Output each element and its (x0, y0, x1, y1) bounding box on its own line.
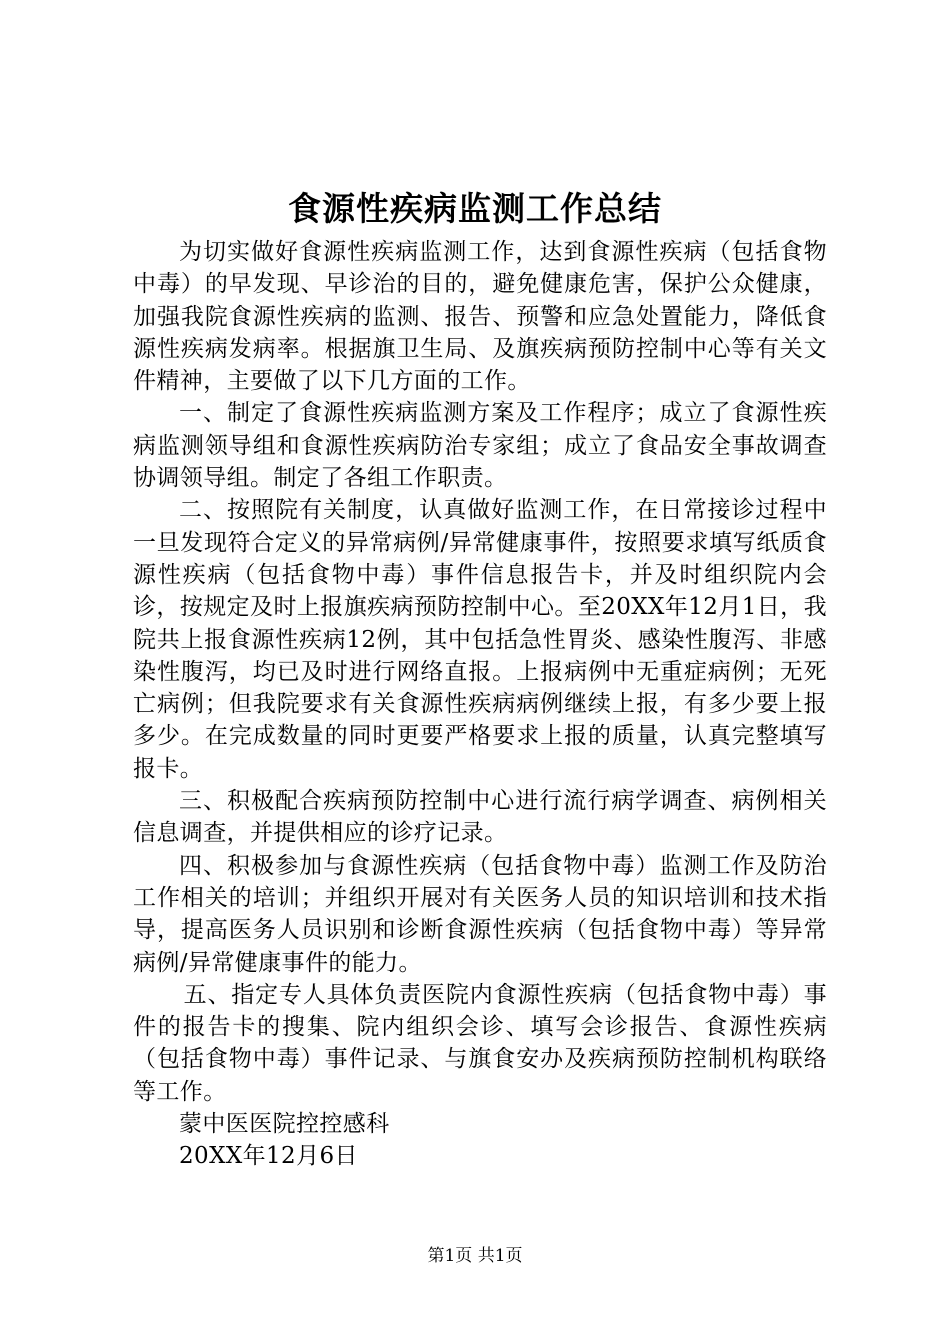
signature-organization: 蒙中医医院控控感科 (179, 1111, 390, 1138)
signature-date: 20XX年12月6日 (179, 1143, 358, 1170)
paragraph-item-5: 五、指定专人具体负责医院内食源性疾病（包括食物中毒）事件的报告卡的搜集、院内组织会诊、填写会诊报告、食源性疾病（包括食物中毒）事件记录、与旗食安办及疾病预防控制机构联络等工作。 (133, 981, 827, 1105)
paragraph-item-1: 一、制定了食源性疾病监测方案及工作程序；成立了食源性疾病监测领导组和食源性疾病防治专家组；成立了食品安全事故调查协调领导组。制定了各组工作职责。 (133, 400, 827, 492)
paragraph-item-2: 二、按照院有关制度，认真做好监测工作，在日常接诊过程中一旦发现符合定义的异常病例/异常健康事件，按照要求填写纸质食源性疾病（包括食物中毒）事件信息报告卡，并及时组织院内会诊，按规定及时上报旗疾病预防控制中心。至20XX年12月1日，我院共上报食源性疾病12例，其中包括急性胃炎、感染性腹泻、非感染性腹泻，均已及时进行网络直报。上报病例中无重症病例；无死亡病例；但我院要求有关食源性疾病病例继续上报，有多少要上报多少。在完成数量的同时更要严格要求上报的质量，认真完整填写报卡。 (133, 497, 827, 782)
page-footer: 第1页 共1页 (427, 1246, 523, 1266)
document-body (133, 236, 827, 1173)
document-title: 食源性疾病监测工作总结 (288, 189, 662, 228)
paragraph-intro: 为切实做好食源性疾病监测工作，达到食源性疾病（包括食物中毒）的早发现、早诊治的目的，避免健康危害，保护公众健康，加强我院食源性疾病的监测、报告、预警和应急处置能力，降低食源性疾病发病率。根据旗卫生局、及旗疾病预防控制中心等有关文件精神，主要做了以下几方面的工作。 (133, 239, 827, 395)
paragraph-item-4: 四、积极参加与食源性疾病（包括食物中毒）监测工作及防治工作相关的培训；并组织开展对有关医务人员的知识培训和技术指导，提高医务人员识别和诊断食源性疾病（包括食物中毒）等异常病例/异常健康事件的能力。 (133, 852, 827, 976)
paragraph-item-3: 三、积极配合疾病预防控制中心进行流行病学调查、病例相关信息调查，并提供相应的诊疗记录。 (133, 788, 827, 847)
